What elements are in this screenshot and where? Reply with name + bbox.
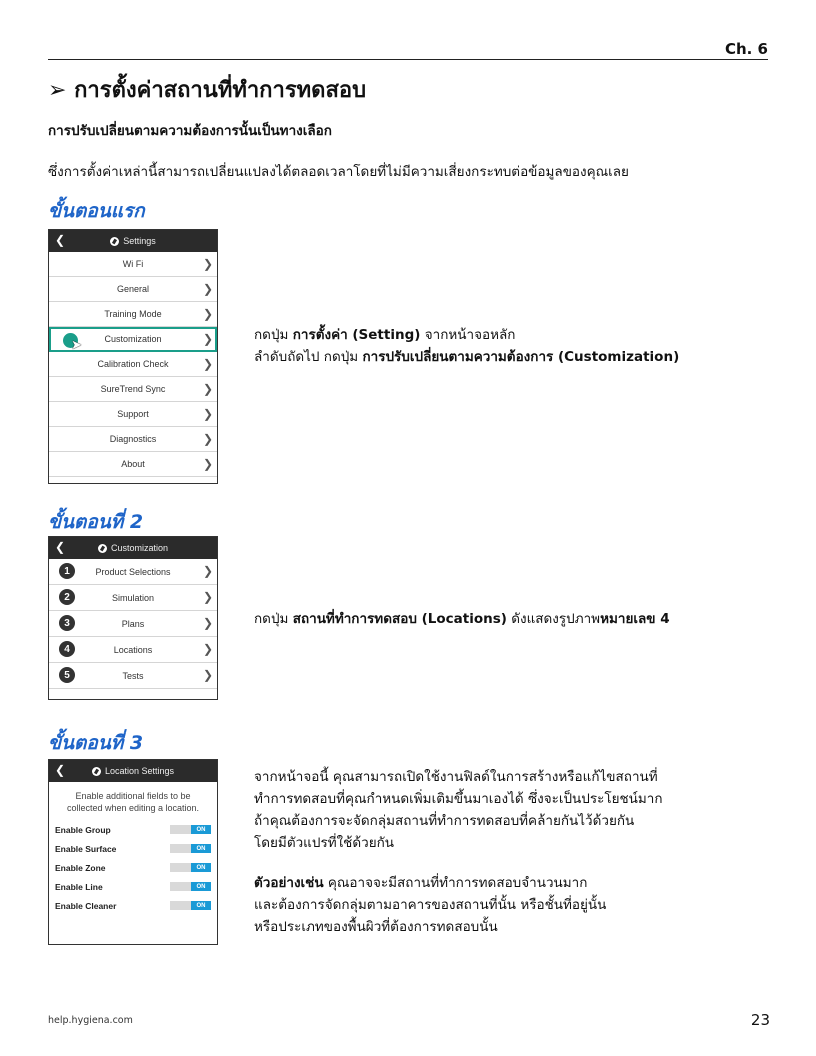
chevron-right-icon: ❯ — [202, 457, 213, 471]
chevron-right-icon: ❯ — [202, 257, 213, 271]
page-number: 23 — [750, 1011, 770, 1029]
footer-url: help.hygiena.com — [48, 1015, 133, 1026]
toggle-row-cleaner: Enable Cleaner ON — [49, 896, 217, 915]
menu-item-support[interactable]: Support ❯ — [49, 402, 217, 427]
chevron-right-icon: ❯ — [202, 357, 213, 371]
step2-heading: ขั้นตอนที่ 2 — [48, 511, 144, 533]
chevron-right-icon: ❯ — [202, 382, 213, 396]
enable-line-toggle[interactable]: ON — [170, 882, 211, 891]
step1-heading: ขั้นตอนแรก — [48, 200, 145, 222]
menu-item-simulation[interactable]: 2 Simulation ❯ — [49, 585, 217, 611]
location-settings-title: Location Settings — [104, 766, 175, 776]
menu-item-about[interactable]: About ❯ — [49, 452, 217, 477]
toggle-row-surface: Enable Surface ON — [49, 839, 217, 858]
number-badge: 1 — [59, 563, 75, 579]
chevron-right-icon: ❯ — [202, 332, 213, 346]
location-settings-screenshot — [48, 759, 218, 945]
menu-item-product-selections[interactable]: 1 Product Selections ❯ — [49, 559, 217, 585]
app-logo-icon — [110, 237, 119, 246]
enable-cleaner-toggle[interactable]: ON — [170, 901, 211, 910]
chevron-right-icon: ❯ — [202, 590, 213, 604]
menu-item-general[interactable]: General ❯ — [49, 277, 217, 302]
app-logo-icon — [98, 544, 107, 553]
customization-header — [49, 537, 217, 559]
number-badge: 5 — [59, 667, 75, 683]
settings-title: Settings — [123, 236, 156, 246]
menu-item-tests[interactable]: 5 Tests ❯ — [49, 663, 217, 689]
chevron-right-icon: ❯ — [202, 432, 213, 446]
toggle-row-line: Enable Line ON — [49, 877, 217, 896]
number-badge: 2 — [59, 589, 75, 605]
number-badge: 3 — [59, 615, 75, 631]
toggle-row-zone: Enable Zone ON — [49, 858, 217, 877]
app-logo-icon — [92, 767, 101, 776]
chevron-right-icon: ❯ — [202, 282, 213, 296]
toggle-row-group: Enable Group ON — [49, 820, 217, 839]
back-icon: ❮ — [55, 540, 66, 554]
menu-item-locations[interactable]: 4 Locations ❯ — [49, 637, 217, 663]
menu-item-wifi[interactable]: Wi Fi ❯ — [49, 252, 217, 277]
settings-header — [49, 230, 217, 252]
page-title: ➢ การตั้งค่าสถานที่ทำการทดสอบ — [48, 78, 367, 103]
chevron-right-icon: ❯ — [202, 307, 213, 321]
section-subtitle: การปรับเปลี่ยนตามความต้องการนั้นเป็นทางเลือก — [48, 123, 332, 139]
enable-surface-toggle[interactable]: ON — [170, 844, 211, 853]
step3-description: จากหน้าจอนี้ คุณสามารถเปิดใช้งานฟิลด์ในการสร้างหรือแก้ไขสถานที่ ทำการทดสอบที่คุณกำหนดเพิ่มเติมขึ้นมาเองได้ ซึ่งจะเป็นประโยชน์มาก ถ้าคุณต้องการจะจัดกลุ่มสถานที่ทำการทดสอบที่คล้ายกันไว้ด้วยกัน โดยมีตัวแปรที่ใช้ด้วยกัน ตัวอย่างเช่น คุณอาจจะมีสถานที่ทำการทดสอบจำนวนมาก และต้องการจัดกลุ่มตามอาคารของสถานที่นั้น หรือชั้นที่อยู่นั้น หรือประเภทของพื้นผิวที่ต้องการทดสอบนั้น — [254, 769, 663, 935]
step1-description: กดปุ่ม การตั้งค่า (Setting) จากหน้าจอหลัก ลำดับถัดไป กดปุ่ม การปรับเปลี่ยนตามความต้องการ (Customization) — [254, 327, 680, 365]
customization-title: Customization — [110, 543, 169, 553]
settings-screenshot — [48, 229, 218, 484]
number-badge: 4 — [59, 641, 75, 657]
chevron-right-icon: ❯ — [202, 668, 213, 682]
location-settings-header — [49, 760, 217, 782]
chevron-right-icon: ❯ — [202, 616, 213, 630]
customization-screenshot — [48, 536, 218, 700]
cursor-arrow-icon: ➤ — [71, 337, 82, 352]
menu-item-plans[interactable]: 3 Plans ❯ — [49, 611, 217, 637]
intro-text: ซึ่งการตั้งค่าเหล่านี้สามารถเปลี่ยนแปลงได้ตลอดเวลาโดยที่ไม่มีความเสี่ยงกระทบต่อข้อมูลของคุณเลย — [48, 164, 629, 180]
menu-item-suretrend-sync[interactable]: SureTrend Sync ❯ — [49, 377, 217, 402]
header-rule — [48, 59, 768, 60]
chevron-right-icon: ❯ — [202, 564, 213, 578]
back-icon: ❮ — [55, 763, 66, 777]
menu-item-training-mode[interactable]: Training Mode ❯ — [49, 302, 217, 327]
enable-group-toggle[interactable]: ON — [170, 825, 211, 834]
menu-item-calibration-check[interactable]: Calibration Check ❯ — [49, 352, 217, 377]
step3-heading: ขั้นตอนที่ 3 — [48, 732, 144, 754]
chapter-label: Ch. 6 — [724, 40, 768, 58]
chevron-right-icon: ❯ — [202, 642, 213, 656]
step2-description: กดปุ่ม สถานที่ทำการทดสอบ (Locations) ดังแสดงรูปภาพหมายเลข 4 — [254, 611, 670, 627]
enable-zone-toggle[interactable]: ON — [170, 863, 211, 872]
menu-item-diagnostics[interactable]: Diagnostics ❯ — [49, 427, 217, 452]
back-icon: ❮ — [55, 233, 66, 247]
location-settings-description: Enable additional fields to be collected when editing a location. — [66, 791, 200, 813]
chevron-right-icon: ❯ — [202, 407, 213, 421]
menu-item-customization[interactable]: ➤ Customization ❯ — [49, 327, 217, 352]
